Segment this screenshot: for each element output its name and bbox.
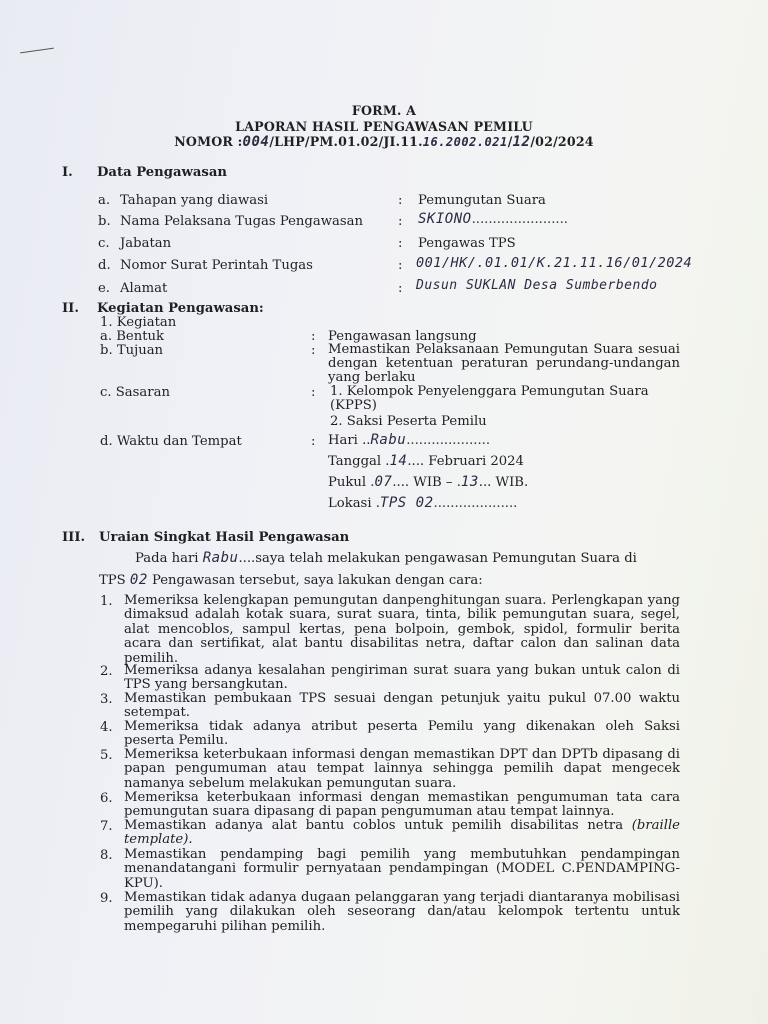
tujuan-label: b. Tujuan [100,343,164,358]
row-e-colon: : [398,281,403,296]
item-8-number: 8. [100,848,113,863]
bentuk-value: Pengawasan langsung [328,329,477,344]
row-a-colon: : [398,193,403,208]
form-label: FORM. A [351,103,417,118]
row-a-letter: a. [98,193,111,208]
lokasi-label: Lokasi . [328,496,380,511]
waktu-label: d. Waktu dan Tempat [100,434,242,449]
intro2-start: TPS [99,573,130,588]
row-a-value: Pemungutan Suara [418,193,546,208]
row-e-letter: e. [98,281,110,296]
sasaran-item-1: 1. Kelompok Penyelenggara Pemungutan Suara (KPPS) [330,384,649,413]
lokasi-line [328,495,517,511]
tujuan-colon: : [311,343,316,358]
row-c-value: Pengawas TPS [418,236,516,251]
sasaran-colon: : [311,385,316,400]
pukul-line [328,474,528,490]
nomor-separator: / [507,134,513,149]
sasaran-item-2: 2. Saksi Peserta Pemilu [330,414,487,429]
intro-hari-handwritten: Rabu [202,550,239,566]
item-7-italic: (braille template). [124,818,680,848]
item-9-number: 9. [100,891,113,906]
item-2-text: Memeriksa adanya kesalahan pengiriman surat suara yang bukan untuk calon di TPS yang bersangkutan. [124,663,680,693]
item-1-number: 1. [100,594,113,609]
pukul-start-handwritten: 07 [374,474,393,490]
intro-tps-handwritten: 02 [129,572,148,588]
lokasi-handwritten: TPS 02 [379,495,434,511]
intro-rest: ....saya telah melakukan pengawasan Pemungutan Suara di [238,551,637,566]
hari-dots: .................... [406,433,491,448]
item-7-number: 7. [100,819,113,834]
item-2-number: 2. [100,664,113,679]
item-8-text: Memastikan pendamping bagi pemilih yang membutuhkan pendampingan menandatangani formulir pernyataan pendampingan (MODEL C.PENDAMPING-KPU). [124,847,680,891]
pukul-rest: ... WIB. [478,475,529,490]
item-4-text: Memeriksa tidak adanya atribut peserta Pemilu yang dikenakan oleh Saksi peserta Pemilu. [124,719,680,749]
item-4-number: 4. [100,720,113,735]
row-b-letter: b. [98,214,111,229]
hari-label: Hari .. [328,433,371,448]
section3-number: III. [62,530,86,545]
row-b-colon: : [398,214,403,229]
item-1-text: Memeriksa kelengkapan pemungutan danpenghitungan suara. Perlengkapan yang dimaksud adalah kotak suara, surat suara, tinta, bilik pemungutan suara, segel, alat mencoblos, sampul kertas, pena bolpoin, gembok, spidol, formulir berita acara dan sertifikat, alat bantu disabilitas netra, daftar calon dan salinan data pemilih. [124,593,680,666]
surat-tugas-handwritten: 001/HK/.01.01/K.21.11.16/01/2024 [416,255,693,271]
pen-mark [20,48,54,54]
pukul-middle: .... WIB – . [392,475,461,490]
intro-start: Pada hari [135,551,203,566]
pukul-end-handwritten: 13 [460,474,479,490]
tanggal-handwritten: 14 [389,453,408,469]
nomor-handwritten-1: 004 [242,134,270,150]
section1-number: I. [62,165,73,180]
nomor-suffix: /02/2024 [530,134,594,149]
alamat-handwritten: Dusun SUKLAN Desa Sumberbendo [416,278,658,293]
row-d-letter: d. [98,258,111,273]
row-a-label: Tahapan yang diawasi [120,193,269,208]
bentuk-label: a. Bentuk [100,329,165,344]
row-c-letter: c. [98,236,110,251]
section3-title: Uraian Singkat Hasil Pengawasan [99,530,350,545]
row-d-colon: : [398,258,403,273]
row-d-label: Nomor Surat Perintah Tugas [120,258,313,273]
row-b-value [418,211,568,227]
item-3-number: 3. [100,692,113,707]
section1-title: Data Pengawasan [97,165,227,180]
lokasi-dots: .................... [433,496,518,511]
item-3-text: Memastikan pembukaan TPS sesuai dengan petunjuk yaitu pukul 07.00 waktu setempat. [124,691,680,721]
item-7-text: Memastikan adanya alat bantu coblos untuk pemilih disabilitas netra [124,818,632,833]
row-c-label: Jabatan [120,236,172,251]
pelaksana-name-handwritten: SKIONO [418,211,472,227]
hari-handwritten: Rabu [370,432,407,448]
item-5-text: Memeriksa keterbukaan informasi dengan memastikan DPT dan DPTb dipasang di papan pengumuman atau tempat lainnya sehingga pemilih dapat mengecek namanya sebelum melakukan pemungutan suara. [124,747,680,791]
report-title: LAPORAN HASIL PENGAWASAN PEMILU [235,119,533,134]
row-c-colon: : [398,236,403,251]
section2-number: II. [62,301,79,316]
sasaran-label: c. Sasaran [100,385,170,400]
tujuan-value: Memastikan Pelaksanaan Pemungutan Suara sesuai dengan ketentuan peraturan perundang-undangan yang berlaku [328,342,680,385]
pukul-label: Pukul . [328,475,375,490]
intro-line-1 [135,550,637,566]
nomor-handwritten-2: 16.2002.021 [422,135,508,149]
tanggal-label: Tanggal . [328,454,390,469]
item-5-number: 5. [100,748,113,763]
nomor-handwritten-3: 12 [512,134,531,150]
pelaksana-dots: ....................... [471,212,568,227]
row-e-label: Alamat [120,281,168,296]
report-number [0,134,768,150]
bentuk-colon: : [311,329,316,344]
item-9-text: Memastikan tidak adanya dugaan pelanggaran yang terjadi diantaranya mobilisasi pemilih yang dilakukan oleh seseorang dan/atau kelompok tertentu untuk mempegaruhi pilihan pemilih. [124,890,680,934]
tanggal-rest: .... Februari 2024 [407,454,524,469]
item-6-text: Memeriksa keterbukaan informasi dengan memastikan pengumuman tata cara pemungutan suara dipasang di papan pengumuman atau tempat lainnya. [124,790,680,820]
tanggal-line [328,453,524,469]
nomor-middle: /LHP/PM.01.02/JI.11. [269,134,423,149]
nomor-prefix: NOMOR : [174,134,243,149]
item-6-number: 6. [100,791,113,806]
item-7-block [124,819,680,848]
section2-title: Kegiatan Pengawasan: [97,301,264,316]
intro-line-2 [99,572,483,588]
intro2-rest: Pengawasan tersebut, saya lakukan dengan cara: [147,573,483,588]
row-b-label: Nama Pelaksana Tugas Pengawasan [120,214,364,229]
kegiatan-label: 1. Kegiatan [100,315,177,330]
waktu-colon: : [311,434,316,449]
hari-line [328,432,490,448]
